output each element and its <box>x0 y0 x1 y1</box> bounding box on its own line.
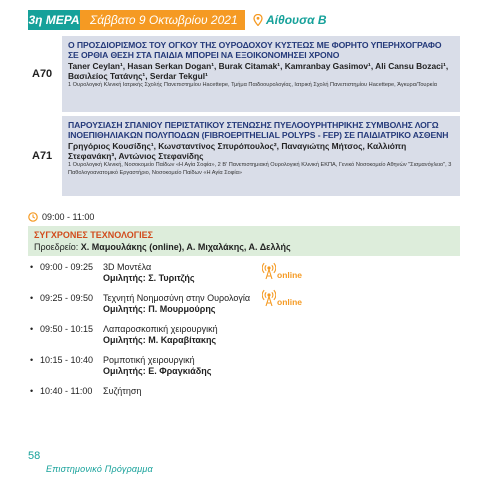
item-title: Τεχνητή Νοημοσύνη στην Ουρολογία <box>103 293 251 303</box>
location-pin-icon <box>253 14 263 26</box>
item-time: 10:40 - 11:00 <box>40 386 93 396</box>
bullet: • <box>30 355 34 365</box>
bullet: • <box>30 324 34 334</box>
program-item <box>30 293 450 315</box>
room-name: Αίθουσα Β <box>266 13 327 27</box>
session-box <box>28 226 460 256</box>
session-time <box>28 212 94 222</box>
item-speaker: Ομιλητής: Μ. Καραβίτακης <box>103 335 217 345</box>
chair-label: Προεδρείο: <box>34 242 81 252</box>
abstract-title: ΠΑΡΟΥΣΙΑΣΗ ΣΠΑΝΙΟΥ ΠΕΡΙΣΤΑΤΙΚΟΥ ΣΤΕΝΩΣΗΣ ΠΥΕΛΟΟΥΡΗΤΗΡΙΚΗΣ ΣΥΜΒΟΛΗΣ ΛΟΓΩ ΙΝΟΕΠΙΘΗΛΙΑΚΩΝ ΠΟΛΥΠΟΔΩΝ (FIBROEPITHELIAL POLYPS - FEP) ΣΕ ΠΑΙΔΙΑΤΡΙΚΟ ΑΣΘΕΝΗ <box>68 120 449 140</box>
online-label: online <box>277 270 303 280</box>
item-title: Λαπαροσκοπική χειρουργική <box>103 324 218 334</box>
session-title: ΣΥΓΧΡΟΝΕΣ ΤΕΧΝΟΛΟΓΙΕΣ <box>34 230 154 240</box>
abstract-affiliation: 1 Ουρολογική Κλινική Ιατρικής Σχολής Πανεπιστημίου Hacettepe, Τμήμα Παιδοουρολογίας, Ιατρική Σχολή Πανεπιστημίου Hacettepe, Άγκυρα/Τουρκία <box>68 82 437 88</box>
program-item <box>30 386 450 397</box>
clock-icon <box>28 212 38 222</box>
broadcast-icon <box>262 289 276 307</box>
abstract-body <box>62 116 460 196</box>
abstract-id: A70 <box>32 68 53 80</box>
abstract-authors: Taner Ceylan¹, Hasan Serkan Dogan¹, Burak Citamak¹, Kamranbay Gasimov¹, Ali Cansu Bozaci¹, Βασιλείος Τατάνης¹, Serdar Tekgul¹ <box>68 61 449 81</box>
program-list <box>30 262 450 406</box>
program-item <box>30 324 450 346</box>
item-title: Συζήτηση <box>103 386 142 396</box>
room-label <box>245 10 327 30</box>
item-time: 10:15 - 10:40 <box>40 355 94 365</box>
item-title: Ρομποτική χειρουργική <box>103 355 195 365</box>
item-speaker: Ομιλητής: Π. Μουρμούρης <box>103 304 216 314</box>
day-label: 3η ΜΕΡΑ <box>28 10 80 30</box>
item-speaker: Ομιλητής: Σ. Τυριτζής <box>103 273 195 283</box>
item-content <box>103 324 450 346</box>
online-badge <box>262 262 302 280</box>
abstract-authors: Γρηγόριος Κουσίδης¹, Κωνσταντίνος Σπυρόπουλος², Παναγιώτης Μήτσος, Καλλιόπη Στεφανάκη³, Αντώνιος Στεφανίδης <box>68 141 407 161</box>
bullet: • <box>30 293 34 303</box>
program-item <box>30 355 450 377</box>
item-content <box>103 386 450 397</box>
abstract-a70 <box>28 36 460 112</box>
bullet: • <box>30 386 34 396</box>
item-speaker: Ομιλητής: Ε. Φραγκιάδης <box>103 366 212 376</box>
session-chairs <box>34 242 454 252</box>
date-label: Σάββατο 9 Οκτωβρίου 2021 <box>80 10 245 30</box>
session-time-text: 09:00 - 11:00 <box>42 212 95 222</box>
broadcast-icon <box>262 262 276 280</box>
online-badge <box>262 289 302 307</box>
page-header <box>28 10 360 30</box>
chair-names: Χ. Μαμουλάκης (online), Α. Μιχαλάκης, Α. Δελλής <box>80 242 291 252</box>
item-time: 09:00 - 09:25 <box>40 262 94 272</box>
abstract-list <box>28 36 460 200</box>
page-number: 58 <box>28 450 41 462</box>
bullet: • <box>30 262 34 272</box>
abstract-id: A71 <box>32 150 53 162</box>
item-time: 09:25 - 09:50 <box>40 293 94 303</box>
abstract-affiliation: 1 Ουρολογική Κλινική, Νοσοκομείο Παίδων «Η Αγία Σοφία», 2 Β' Πανεπιστημιακή Ουρολογική Κλινική ΕΚΠΑ, Γενικό Νοσοκομείο Αθηνών "Σισμανόγλειο", 3 Παθολογοανατομικό Εργαστήριο, Νοσοκομείο Παίδων «Η Αγία Σοφία» <box>68 162 452 176</box>
footer-label: Επιστημονικό Πρόγραμμα <box>46 464 153 474</box>
item-content <box>103 355 450 377</box>
abstract-a71 <box>28 116 460 196</box>
item-time: 09:50 - 10:15 <box>40 324 94 334</box>
online-label: online <box>277 297 303 307</box>
abstract-body <box>62 36 460 112</box>
item-title: 3D Μοντέλα <box>103 262 152 272</box>
program-item <box>30 262 450 284</box>
abstract-title: Ο ΠΡΟΣΔΙΟΡΙΣΜΟΣ ΤΟΥ ΟΓΚΟΥ ΤΗΣ ΟΥΡΟΔΟΧΟΥ ΚΥΣΤΕΩΣ ΜΕ ΦΟΡΗΤΟ ΥΠΕΡΗΧΟΓΡΑΦΟ ΣΕ ΟΡΘΙΑ ΘΕΣΗ ΣΤΑ ΠΑΙΔΙΑ ΜΠΟΡΕΙ ΝΑ ΕΞΟΙΚΟΝΟΜΗΣΕΙ ΧΡΟΝΟ <box>68 40 442 60</box>
